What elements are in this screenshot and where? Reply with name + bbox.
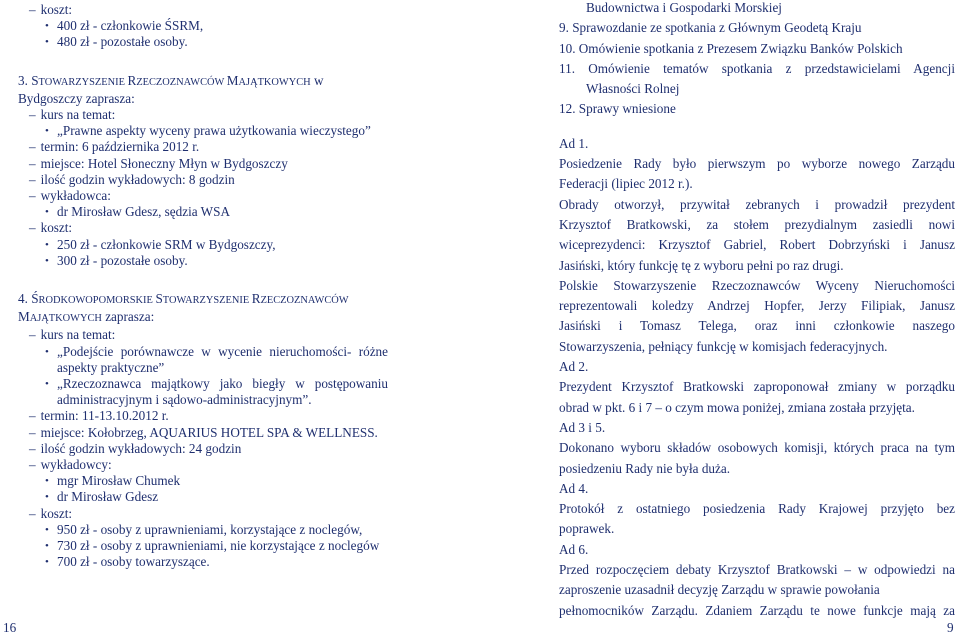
left-column xyxy=(18,0,388,571)
paragraph-line: Krzysztof Bratkowski, za stołem prezydialnym zasiedli nowi xyxy=(559,216,955,232)
course-item-cont: aspekty praktyczne” xyxy=(57,359,165,375)
paragraph-line: Obrady otworzył, przywitał zebranych i prowadził prezydent xyxy=(559,196,955,212)
paragraph-line: Protokół z ostatniego posiedzenia Rady Krajowej przyjęto bez xyxy=(559,501,955,517)
cost-label: – koszt: xyxy=(29,220,388,236)
lecturer-item: • mgr Mirosław Chumek xyxy=(45,473,388,489)
agenda-item: 9. Sprawozdanie ze spotkania z Głównym Geodetą Kraju xyxy=(559,20,862,36)
agenda-item: 10. Omówienie spotkania z Prezesem Związku Banków Polskich xyxy=(559,40,903,56)
course-item: • „Podejście porównawcze w wycenie nieruchomości- różne xyxy=(45,344,388,360)
hours: – ilość godzin wykładowych: 8 godzin xyxy=(29,172,388,188)
paragraph-line: Prezydent Krzysztof Bratkowski zaproponował zmiany w porządku xyxy=(559,379,955,395)
paragraph-line: Federacji (lipiec 2012 r.). xyxy=(559,176,693,192)
agenda-item: 11. Omówienie tematów spotkania z przedstawicielami Agencji xyxy=(559,60,955,76)
ad-heading: Ad 6. xyxy=(559,541,589,557)
cost-item: • 480 zł - pozostałe osoby. xyxy=(45,34,388,50)
cost-item: • 400 zł - członkowie ŚSRM, xyxy=(45,18,388,34)
cost-item: • 950 zł - osoby z uprawnieniami, korzystające z noclegów, xyxy=(45,522,388,538)
place: – miejsce: Kołobrzeg, AQUARIUS HOTEL SPA & WELLNESS. xyxy=(29,425,388,441)
paragraph-line: Jasiński, który funkcję tę z wyboru pełni po raz drugi. xyxy=(559,257,844,273)
ad-heading: Ad 1. xyxy=(559,135,589,151)
paragraph-line: pełnomocników Zarządu. Zdaniem Zarządu te nowe funkcje mają za xyxy=(559,602,955,618)
section-4-heading: 4. ŚRODKOWOPOMORSKIE STOWARZYSZENIE RZECZOZNAWCÓW xyxy=(18,291,349,307)
term: – termin: 6 października 2012 r. xyxy=(29,139,388,155)
term: – termin: 11-13.10.2012 r. xyxy=(29,408,388,424)
cost-item: • 700 zł - osoby towarzyszące. xyxy=(45,554,388,570)
paragraph-line: wiceprezydenci: Krzysztof Gabriel, Robert Dobrzyński i Janusz xyxy=(559,237,955,253)
place: – miejsce: Hotel Słoneczny Młyn w Bydgoszczy xyxy=(29,156,388,172)
paragraph-line: Dokonano wyboru składów osobowych komisji, których praca na tym xyxy=(559,440,955,456)
paragraph-line: Posiedzenie Rady było pierwszym po wyborze nowego Zarządu xyxy=(559,156,955,172)
paragraph-line: Przed rozpoczęciem debaty Krzysztof Bratkowski – w odpowiedzi na xyxy=(559,562,955,578)
lecturer-item: • dr Mirosław Gdesz, sędzia WSA xyxy=(45,204,388,220)
paragraph-line: Polskie Stowarzyszenie Rzeczoznawców Wyceny Nieruchomości xyxy=(559,277,955,293)
course-label: – kurs na temat: xyxy=(29,107,388,123)
paragraph-line: Stowarzyszenia, pełniący funkcję w komisjach federacyjnych. xyxy=(559,338,888,354)
cost-item: • 730 zł - osoby z uprawnieniami, nie korzystające z noclegów xyxy=(45,538,388,554)
ad-heading: Ad 3 i 5. xyxy=(559,419,606,435)
hours: – ilość godzin wykładowych: 24 godzin xyxy=(29,441,388,457)
paragraph-line: Jasiński i Tomasz Telega, oraz inni członkowie naszego xyxy=(559,318,955,334)
ad-heading: Ad 4. xyxy=(559,480,589,496)
right-column xyxy=(559,0,955,621)
section-3-heading-cont: Bydgoszczy zaprasza: xyxy=(18,90,135,106)
course-label: – kurs na temat: xyxy=(29,327,388,343)
section-3-heading: 3. STOWARZYSZENIE RZECZOZNAWCÓW MAJĄTKOWYCH w xyxy=(18,72,324,88)
course-item: • „Prawne aspekty wyceny prawa użytkowania wieczystego” xyxy=(45,123,388,139)
lecturers-label: – wykładowcy: xyxy=(29,457,388,473)
lecturer-label: – wykładowca: xyxy=(29,188,388,204)
agenda-item-cont: Budownictwa i Gospodarki Morskiej xyxy=(586,0,782,15)
course-item: • „Rzeczoznawca majątkowy jako biegły w postępowaniu xyxy=(45,376,388,392)
paragraph-line: obrad w pkt. 6 i 7 – o czym mowa poniżej, zmiana została przyjęta. xyxy=(559,399,915,415)
cost-label: – koszt: xyxy=(29,2,388,18)
lecturer-item: • dr Mirosław Gdesz xyxy=(45,489,388,505)
page-number-right: 9 xyxy=(947,620,954,635)
cost-item: • 300 zł - pozostałe osoby. xyxy=(45,253,388,269)
agenda-item-cont: Własności Rolnej xyxy=(586,81,680,97)
paragraph-line: posiedzeniu Rady nie była duża. xyxy=(559,460,731,476)
cost-item: • 250 zł - członkowie SRM w Bydgoszczy, xyxy=(45,237,388,253)
course-item-cont: administracyjnym i sądowo-administracyjnym”. xyxy=(57,392,312,408)
paragraph-line: zaproszenie uzasadnił decyzję Zarządu w sprawie powołania xyxy=(559,582,880,598)
agenda-item: 12. Sprawy wniesione xyxy=(559,101,676,117)
cost-label: – koszt: xyxy=(29,506,388,522)
paragraph-line: poprawek. xyxy=(559,521,615,537)
ad-heading: Ad 2. xyxy=(559,359,589,375)
page-number-left: 16 xyxy=(3,620,17,635)
paragraph-line: reprezentowali koledzy Andrzej Hopfer, Jerzy Filipiak, Janusz xyxy=(559,298,955,314)
section-4-heading-cont: MAJĄTKOWYCH zaprasza: xyxy=(18,309,155,325)
